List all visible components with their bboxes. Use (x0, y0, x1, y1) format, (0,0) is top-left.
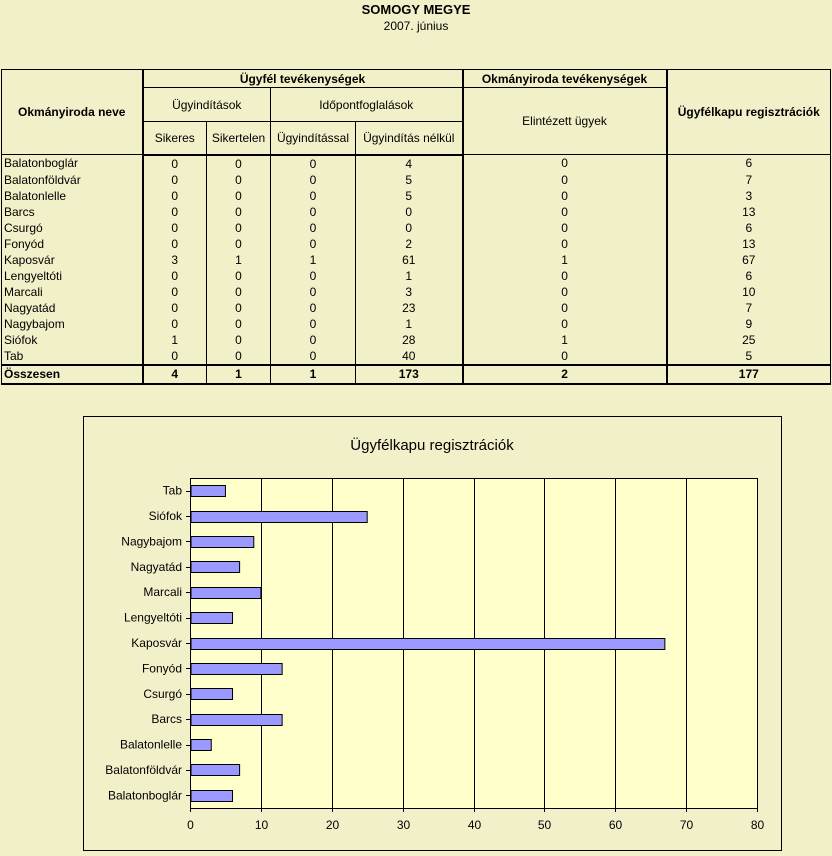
value-cell: 0 (271, 155, 356, 172)
table-row (2, 172, 831, 188)
value-cell: 0 (143, 172, 207, 188)
bar (191, 588, 261, 599)
subgroup-header-appointments: Időpontfoglalások (271, 88, 463, 122)
value-cell: 0 (463, 204, 667, 220)
col-header-office-name: Okmányiroda neve (2, 70, 143, 155)
bar (191, 791, 233, 802)
y-tick-label: Balatonföldvár (105, 762, 182, 777)
value-cell: 3 (667, 188, 831, 204)
col-header-successful: Sikeres (143, 122, 207, 155)
value-cell: 6 (667, 268, 831, 284)
value-cell: 3 (356, 284, 463, 300)
value-cell: 0 (356, 220, 463, 236)
value-cell: 7 (667, 300, 831, 316)
value-cell: 0 (463, 220, 667, 236)
value-cell: 0 (207, 284, 271, 300)
value-cell: 0 (143, 188, 207, 204)
value-cell: 67 (667, 252, 831, 268)
value-cell: 23 (356, 300, 463, 316)
value-cell: 0 (143, 284, 207, 300)
value-cell: 0 (207, 236, 271, 252)
value-cell: 0 (207, 172, 271, 188)
bar (191, 765, 240, 776)
statistics-table (1, 69, 831, 385)
x-tick-label: 60 (608, 818, 623, 832)
total-row (2, 365, 831, 384)
y-tick-label: Kaposvár (131, 636, 182, 650)
y-tick-label: Tab (162, 483, 182, 498)
value-cell: 0 (463, 316, 667, 332)
value-cell: 1 (463, 332, 667, 348)
total-cell: 2 (463, 365, 667, 384)
value-cell: 0 (463, 348, 667, 365)
group-header-office-activities: Okmányiroda tevékenységek (463, 70, 667, 88)
office-name-cell: Lengyeltóti (2, 268, 143, 284)
total-cell: 1 (271, 365, 356, 384)
total-cell: 1 (207, 365, 271, 384)
x-tick-label: 50 (537, 818, 552, 832)
bar (191, 486, 225, 497)
y-tick-label: Csurgó (143, 686, 182, 701)
value-cell: 0 (143, 300, 207, 316)
value-cell: 7 (667, 172, 831, 188)
value-cell: 3 (143, 252, 207, 268)
chart-title: Ügyfélkapu regisztrációk (350, 437, 514, 454)
value-cell: 0 (463, 188, 667, 204)
office-name-cell: Csurgó (2, 220, 143, 236)
office-name-cell: Siófok (2, 332, 143, 348)
value-cell: 1 (143, 332, 207, 348)
value-cell: 0 (271, 300, 356, 316)
value-cell: 0 (207, 188, 271, 204)
x-tick-label: 30 (396, 818, 411, 832)
value-cell: 0 (207, 348, 271, 365)
bar (191, 715, 282, 726)
value-cell: 0 (143, 220, 207, 236)
office-name-cell: Balatonboglár (2, 155, 143, 172)
subgroup-header-case-initiations: Ügyindítások (143, 88, 271, 122)
value-cell: 6 (667, 155, 831, 172)
value-cell: 0 (271, 284, 356, 300)
value-cell: 0 (271, 204, 356, 220)
value-cell: 0 (143, 236, 207, 252)
value-cell: 0 (143, 316, 207, 332)
bar (191, 740, 211, 751)
value-cell: 0 (207, 332, 271, 348)
value-cell: 0 (207, 268, 271, 284)
value-cell: 1 (463, 252, 667, 268)
y-tick-label: Nagyatád (130, 559, 182, 574)
value-cell: 0 (271, 172, 356, 188)
col-header-unsuccessful: Sikertelen (207, 122, 271, 155)
value-cell: 0 (143, 204, 207, 220)
value-cell: 0 (207, 155, 271, 172)
table-row (2, 155, 831, 172)
x-tick-label: 20 (325, 818, 340, 832)
value-cell: 5 (667, 348, 831, 365)
value-cell: 0 (271, 348, 356, 365)
value-cell: 13 (667, 204, 831, 220)
office-name-cell: Nagybajom (2, 316, 143, 332)
col-header-client-gateway: Ügyfélkapu regisztrációk (667, 70, 831, 155)
page-subtitle: 2007. június (383, 19, 449, 33)
x-tick-label: 80 (750, 818, 765, 832)
total-cell: 177 (667, 365, 831, 384)
value-cell: 0 (271, 332, 356, 348)
value-cell: 1 (356, 268, 463, 284)
value-cell: 10 (667, 284, 831, 300)
chart-container (83, 416, 782, 851)
value-cell: 0 (207, 220, 271, 236)
value-cell: 0 (207, 316, 271, 332)
bar (191, 639, 665, 650)
value-cell: 1 (207, 252, 271, 268)
col-header-without-initiation: Ügyindítás nélkül (356, 122, 463, 155)
bar (191, 664, 282, 675)
value-cell: 0 (463, 155, 667, 172)
value-cell: 13 (667, 236, 831, 252)
office-name-cell: Kaposvár (2, 252, 143, 268)
office-name-cell: Fonyód (2, 236, 143, 252)
table-row (2, 268, 831, 284)
y-tick-label: Marcali (143, 585, 182, 600)
value-cell: 5 (356, 172, 463, 188)
group-header-client-activities: Ügyfél tevékenységek (143, 70, 463, 88)
col-header-completed-cases: Elintézett ügyek (463, 88, 667, 155)
bar (191, 613, 233, 624)
value-cell: 25 (667, 332, 831, 348)
value-cell: 9 (667, 316, 831, 332)
table-row (2, 332, 831, 348)
table-row (2, 204, 831, 220)
page-title: SOMOGY MEGYE (361, 2, 471, 17)
table-row (2, 236, 831, 252)
value-cell: 6 (667, 220, 831, 236)
x-tick-label: 70 (679, 818, 694, 832)
table-row (2, 348, 831, 365)
x-tick-label: 0 (187, 818, 194, 832)
value-cell: 0 (207, 300, 271, 316)
y-tick-label: Lengyeltóti (123, 610, 182, 625)
office-name-cell: Barcs (2, 204, 143, 220)
table-row (2, 316, 831, 332)
value-cell: 0 (271, 236, 356, 252)
office-name-cell: Marcali (2, 284, 143, 300)
y-tick-label: Balatonlelle (119, 737, 182, 752)
table-row (2, 252, 831, 268)
bar (191, 537, 254, 548)
value-cell: 0 (463, 284, 667, 300)
col-header-with-initiation: Ügyindítással (271, 122, 356, 155)
value-cell: 40 (356, 348, 463, 365)
bar (191, 689, 233, 700)
value-cell: 0 (463, 236, 667, 252)
value-cell: 0 (271, 188, 356, 204)
value-cell: 2 (356, 236, 463, 252)
y-tick-label: Fonyód (141, 661, 182, 676)
value-cell: 1 (271, 252, 356, 268)
bar (191, 562, 240, 573)
table-row (2, 188, 831, 204)
value-cell: 0 (463, 300, 667, 316)
value-cell: 0 (143, 155, 207, 172)
value-cell: 0 (356, 204, 463, 220)
value-cell: 0 (207, 204, 271, 220)
value-cell: 0 (271, 268, 356, 284)
value-cell: 61 (356, 252, 463, 268)
value-cell: 4 (356, 155, 463, 172)
table-row (2, 220, 831, 236)
total-cell: 173 (356, 365, 463, 384)
x-tick-label: 10 (254, 818, 269, 832)
office-name-cell: Tab (2, 348, 143, 365)
table-row (2, 284, 831, 300)
bar (191, 512, 367, 523)
office-name-cell: Nagyatád (2, 300, 143, 316)
table-row (2, 300, 831, 316)
office-name-cell: Balatonlelle (2, 188, 143, 204)
value-cell: 1 (356, 316, 463, 332)
value-cell: 0 (271, 220, 356, 236)
value-cell: 28 (356, 332, 463, 348)
value-cell: 0 (463, 172, 667, 188)
total-label: Összesen (2, 365, 143, 384)
total-cell: 4 (143, 365, 207, 384)
value-cell: 0 (463, 268, 667, 284)
bar-chart (84, 417, 781, 850)
value-cell: 5 (356, 188, 463, 204)
x-tick-label: 40 (467, 818, 482, 832)
value-cell: 0 (271, 316, 356, 332)
value-cell: 0 (143, 348, 207, 365)
y-tick-label: Nagybajom (121, 534, 182, 549)
y-tick-label: Balatonboglár (107, 788, 182, 803)
value-cell: 0 (143, 268, 207, 284)
office-name-cell: Balatonföldvár (2, 172, 143, 188)
y-tick-label: Siófok (148, 509, 182, 524)
y-tick-label: Barcs (151, 712, 182, 727)
